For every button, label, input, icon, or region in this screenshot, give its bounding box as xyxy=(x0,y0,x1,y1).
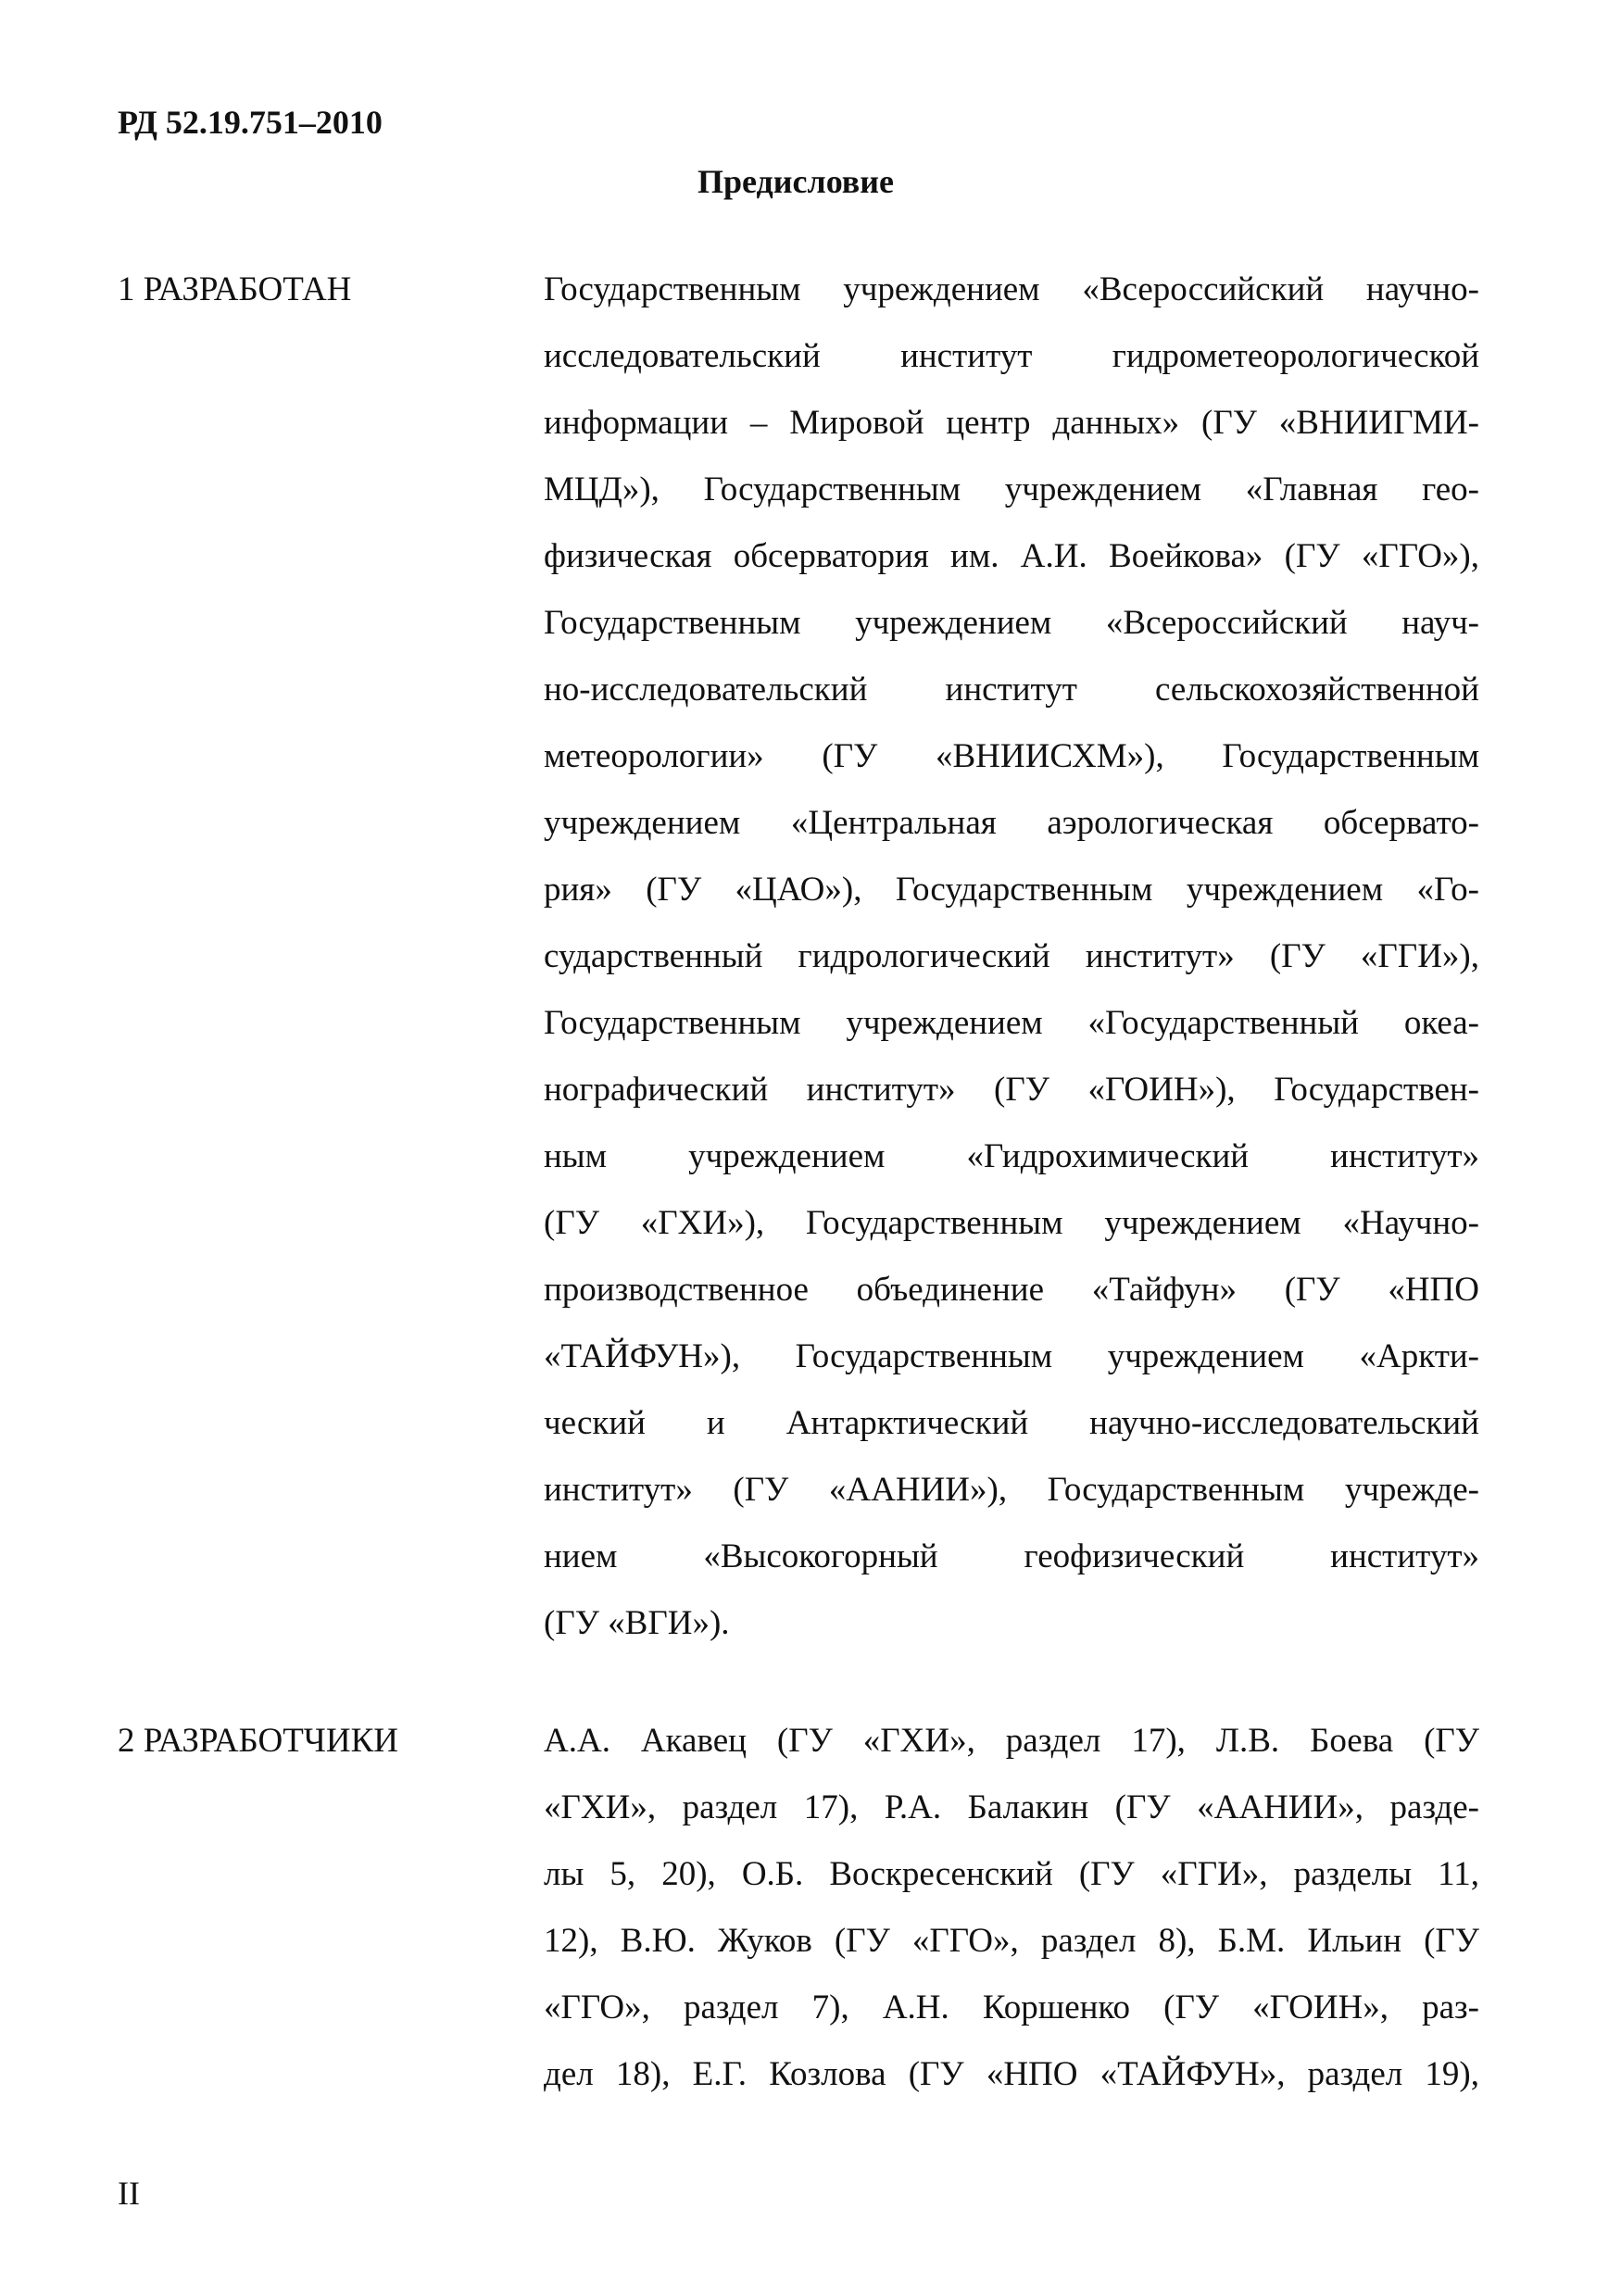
text-line: сударственный гидрологический институт» (ГУ «ГГИ»), xyxy=(544,937,1479,975)
text-line: Государственным учреждением «Всероссийский науч- xyxy=(544,604,1479,642)
text-line: метеорологии» (ГУ «ВНИИСХМ»), Государственным xyxy=(544,737,1479,775)
text-line: производственное объединение «Тайфун» (ГУ «НПО xyxy=(544,1271,1479,1309)
text-line: лы 5, 20), О.Б. Воскресенский (ГУ «ГГИ», разделы 11, xyxy=(544,1855,1479,1893)
text-line: ным учреждением «Гидрохимический институт» xyxy=(544,1137,1479,1175)
text-line: исследовательский институт гидрометеорологической xyxy=(544,337,1479,375)
text-line: (ГУ «ВГИ»). xyxy=(544,1604,730,1642)
text-line: Государственным учреждением «Всероссийский научно- xyxy=(544,270,1479,308)
text-line: «ТАЙФУН»), Государственным учреждением «Аркти- xyxy=(544,1337,1479,1375)
page-title: Предисловие xyxy=(697,163,894,200)
text-line: «ГХИ», раздел 17), Р.А. Балакин (ГУ «ААНИИ», разде- xyxy=(544,1788,1479,1826)
text-line: дел 18), Е.Г. Козлова (ГУ «НПО «ТАЙФУН», раздел 19), xyxy=(544,2055,1479,2093)
text-line: ческий и Антарктический научно-исследовательский xyxy=(544,1404,1479,1442)
document-code: РД 52.19.751–2010 xyxy=(118,104,383,141)
text-line: нографический институт» (ГУ «ГОИН»), Государствен- xyxy=(544,1071,1479,1109)
text-line: физическая обсерватория им. А.И. Воейкова» (ГУ «ГГО»), xyxy=(544,537,1479,575)
text-line: 12), В.Ю. Жуков (ГУ «ГГО», раздел 8), Б.М. Ильин (ГУ xyxy=(544,1922,1479,1960)
text-line: институт» (ГУ «ААНИИ»), Государственным учрежде- xyxy=(544,1471,1479,1509)
section-text xyxy=(544,1708,1479,2108)
page-number: II xyxy=(118,2175,140,2212)
section-label: 2 РАЗРАБОТЧИКИ xyxy=(118,1722,398,1760)
text-line: Государственным учреждением «Государственный океа- xyxy=(544,1004,1479,1042)
text-line: информации – Мировой центр данных» (ГУ «ВНИИГМИ- xyxy=(544,404,1479,442)
text-line: А.А. Акавец (ГУ «ГХИ», раздел 17), Л.В. Боева (ГУ xyxy=(544,1722,1479,1760)
text-line: (ГУ «ГХИ»), Государственным учреждением «Научно- xyxy=(544,1204,1479,1242)
text-line: рия» (ГУ «ЦАО»), Государственным учреждением «Го- xyxy=(544,871,1479,909)
text-line: МЦД»), Государственным учреждением «Главная гео- xyxy=(544,470,1479,508)
text-line: «ГГО», раздел 7), А.Н. Коршенко (ГУ «ГОИН», раз- xyxy=(544,1989,1479,2026)
section-label: 1 РАЗРАБОТАН xyxy=(118,270,352,308)
text-line: но-исследовательский институт сельскохозяйственной xyxy=(544,671,1479,709)
text-line: нием «Высокогорный геофизический институт» xyxy=(544,1537,1479,1575)
section-text xyxy=(544,257,1479,1657)
text-line: учреждением «Центральная аэрологическая обсервато- xyxy=(544,804,1479,842)
